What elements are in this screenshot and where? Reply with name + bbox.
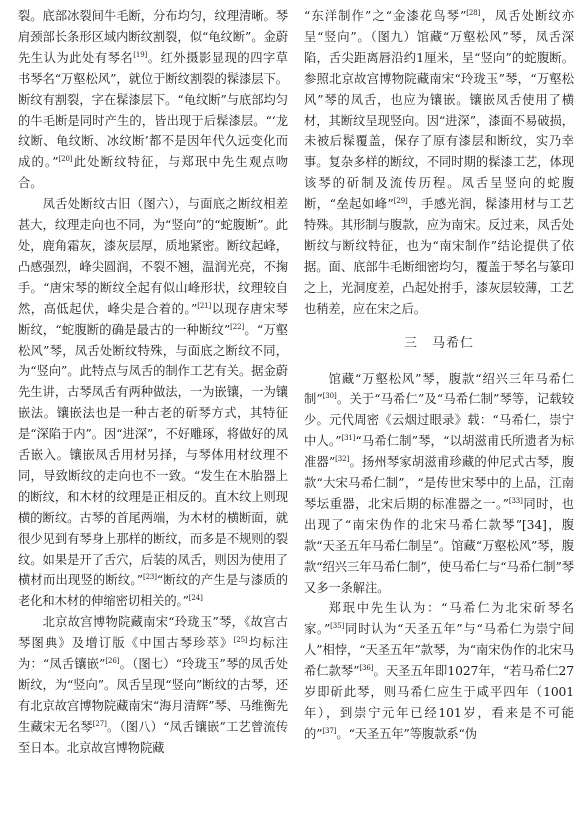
right-column (304, 6, 574, 745)
citation-ref: [21] (197, 301, 212, 310)
section-heading: 三 马希仁 (403, 335, 474, 351)
citation-ref: [23] (142, 573, 157, 582)
citation-ref: [31] (341, 434, 356, 443)
citation-ref: [27] (92, 719, 107, 728)
citation-ref: [26] (105, 657, 120, 665)
citation-ref: [35] (330, 622, 345, 631)
paragraph: 裂。底部冰裂间牛毛断，分布均匀，纹理清晰。琴肩颈部长条形区域内断纹割裂，似“龟纹断”。金蔚先生认为此处有琴名[19]。红外摄影显现的四字草书琴名“万壑松风”，就位于断纹割裂的髹漆层下。断纹有割裂，字在髹漆层下。“龟纹断”与底部均匀的牛毛断是同时产生的，皆出现于后髹漆层。“‘龙纹断、龟纹断、冰纹断’都不是因年代久远变化而成的。”[20]此处断纹特征，与郑珉中先生观点吻合。 (18, 9, 288, 191)
citation-ref: [24] (188, 594, 203, 603)
citation-ref: [25] (233, 636, 248, 645)
citation-ref: [36] (359, 664, 374, 673)
citation-ref: [30] (322, 392, 337, 401)
citation-ref: [28] (466, 8, 481, 17)
citation-ref: [22] (230, 322, 245, 331)
citation-ref: [29] (393, 197, 408, 206)
citation-ref: [33] (508, 496, 523, 505)
citation-ref: [20] (58, 155, 73, 164)
paragraph: 凤舌处断纹古旧（图六），与面底之断纹相差甚大，纹理走向也不同，为“竖向”的“蛇腹断”。此处，鹿角霜灰，漆灰层厚，质地紧密。断纹起峰，凸感强烈，峰尖圆润，不裂不翘，温润光亮，不掬手。“唐宋琴的断纹全起有似山峰形状，纹理较自然，高低起伏，峰尖是合着的。”[21]以现存唐宋琴断纹，“蛇腹断的确是最古的一种断纹”[22]。“万壑松风”琴，凤舌处断纹特殊，与面底之断纹不同，为“竖向”。此特点与凤舌的制作工艺有关。据金蔚先生讲，古琴凤舌有两种做法，一为嵌镶，一为镶嵌法。镶嵌法也是一种古老的斫琴方式，其特征是“深陷于内”。因“进深”，不好雕琢，将做好的凤舌嵌入。镶嵌凤舌用材另择，与琴体用材纹理不同，导致断纹的走向也不一致。“发生在木胎器上的断纹，和木材的纹理是正相反的。直木纹上则现横的断纹。古琴的首尾两端，为木材的横断面，就很少见到有琴身上那样的断纹，而多是不规则的裂纹。如果是开了舌穴，后装的凤舌，则因为使用了横材而出现竖的断纹。”[23]“断纹的产生是与漆质的老化和木材的伸缩密切相关的。”[24] (18, 197, 289, 609)
left-column (18, 6, 288, 759)
paragraph: “东洋制作”之“金漆花鸟琴”[28]，凤舌处断纹亦呈“竖向”。（图九）馆藏“万壑松风”琴，凤舌深陷，舌尖距离唇沿约1厘米，呈“竖向”的蛇腹断。参照北京故宫博物院藏南宋“玲珑玉”琴，“万壑松风”琴的凤舌，也应为镶嵌。镶嵌凤舌使用了横材，其断纹呈现竖向。因“进深”，漆面不易破损，未被后髹覆盖，保存了原有漆层和断纹，实乃幸事。复杂多样的断纹，不同时期的髹漆工艺，体现该琴的斫制及流传历程。凤舌呈竖向的蛇腹断，“垒起如峰”[29]，手感光润，髹漆用材与工艺特殊。其形制与腹款，应为南宋。反过来，凤舌处断纹与断纹特征，也为“南宋制作”结论提供了依据。面、底部牛毛断细密均匀，覆盖于琴名与篆印之上，光洞度差，凸起处拊手，漆灰层较薄，工艺也稍差，应在宋之后。 (304, 8, 574, 316)
paragraph: 馆藏“万壑松风”琴，腹款“绍兴三年马希仁制”[30]。关于“马希仁”及“马希仁制”琴等，记载较少。元代周密《云烟过眼录》载：“马希仁，崇宁中人。”[31]“马希仁制”琴，“以胡滋甫氏所遗者为标准器”[32]。扬州琴家胡滋甫珍藏的仲尼式古琴，腹款“大宋马希仁制”，“是传世宋琴中的上品，江南琴坛重器，北宋后期的标准器之一。”[33]同时，也出现了“南宋伪作的北宋马希仁款琴”[34]，腹款“天圣五年马希仁制呈”。馆藏“万壑松风”琴，腹款“绍兴三年马希仁制”，使马希仁与“马希仁制”琴又多一条解注。 (304, 371, 574, 595)
paragraph: 北京故宫博物院藏南宋“玲珑玉”琴，《故宫古琴图典》及增订版《中国古琴珍萃》[25]均标注为：“凤舌镶嵌”[26]。（图七）“玲珑玉”琴的凤舌处断纹，为“竖向”。凤舌呈现“竖向”断纹的古琴，还有北京故宫博物院藏南宋“海月清辉”琴、马维衡先生藏宋无名琴[27]。（图八）“凤舌镶嵌”工艺曾流传至日本。北京故宫博物院藏 (18, 615, 289, 755)
citation-ref: [37] (322, 726, 337, 735)
citation-ref: [32] (335, 455, 350, 464)
paragraph: 郑珉中先生认为：“马希仁为北宋斫琴名家。”[35]同时认为“天圣五年”与“马希仁为崇宁间人”相悖，“天圣五年”款琴，为“南宋伪作的北宋马希仁款琴”[36]。天圣五年即1027年，“若马希仁27岁即斫此琴，则马希仁应生于咸平四年（1001年），到崇宁元年已经101岁，看来是不可能的”[37]。“天圣五年”等腹款系“伪 (304, 601, 574, 741)
citation-ref: [19] (133, 50, 148, 59)
